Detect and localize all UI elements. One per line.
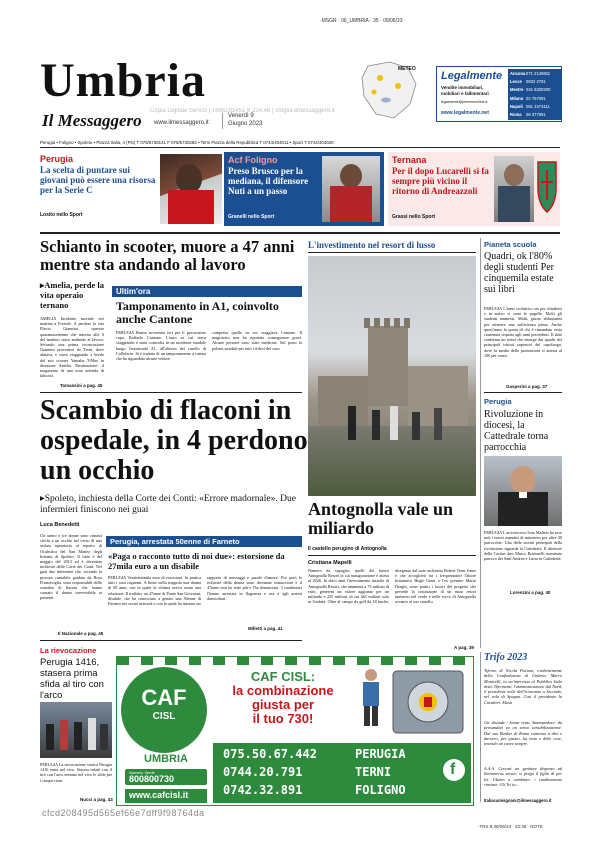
- legalmente-tagline-1: Vendite immobiliari,: [441, 85, 484, 90]
- facebook-icon[interactable]: f: [443, 759, 465, 781]
- teaser-2-box[interactable]: [224, 152, 384, 226]
- caf-line-2: giusta per: [251, 697, 315, 712]
- caf-logo-bottom: UMBRIA: [144, 753, 188, 765]
- farneto-label: Perugia, arrestata 50enne di Farneto: [110, 537, 240, 546]
- ultimora-banner: [112, 286, 302, 297]
- ultimora-body-1: PERUGIA Brutta avventura ieri per il procuratore capo, Raffaele Cantone. L'auto su cui stava viaggiando è stata coinvolta in un incidente stradale lungo l'autostrada A1, all'altezza del casello di Colleferro. Si è trattato di un tamponamento a catena che ha riguardato alcune vetture,: [116, 330, 206, 362]
- resort-credit: A pag. 39: [454, 645, 474, 650]
- trifo-divider: [480, 652, 481, 802]
- caf-line-3: il tuo 730!: [252, 711, 314, 726]
- scooter-credit: Tomassini a pag. 45: [60, 383, 103, 388]
- legalmente-brand: Legalmente: [441, 70, 503, 82]
- teaser-3-credit: Grassi nello Sport: [392, 214, 436, 220]
- trifo-logo: Trifo 2023: [484, 652, 528, 663]
- legalmente-phone-city: Ancona: [510, 71, 526, 76]
- caf-phone-city: PERUGIA: [355, 747, 406, 761]
- masthead-brand: Il Messaggero: [42, 111, 142, 130]
- parrocchia-photo: [484, 456, 562, 526]
- legalmente-phone-city: Roma: [510, 112, 522, 117]
- caf-title: CAF CISL:: [250, 669, 316, 684]
- ultimora-headline[interactable]: Tamponamento in A1, coinvolto anche Cantone: [116, 299, 279, 326]
- flaconi-credit: Il Nazionale a pag. 45: [58, 631, 104, 636]
- flaconi-headline[interactable]: Scambio di flaconi in ospedale, in 4 perdono un occhio: [40, 395, 308, 486]
- ternana-crest-icon: [536, 158, 558, 218]
- legalmente-phone-row: [510, 104, 559, 109]
- legalmente-phone-number[interactable]: 071 2149811: [526, 71, 551, 76]
- scuola-kicker: Pianeta scuola: [484, 240, 537, 249]
- scuola-headline[interactable]: Quadri, ok l'80% degli studenti Per cinquemila estate sui libri: [484, 251, 554, 295]
- date-day: Venerdì 9: [228, 113, 254, 119]
- legalmente-phone-number[interactable]: 081 2473111: [526, 103, 550, 109]
- flaconi-author: Luca Benedetti: [40, 522, 80, 528]
- teaser-3-title: Per il dopo Lucarelli si fa sempre più vicino il ritorno di Andreazzoli: [392, 166, 489, 196]
- weather-map: [350, 56, 430, 126]
- caf-cisl-ad[interactable]: [116, 656, 474, 806]
- rievocazione-photo: [40, 702, 112, 758]
- legalmente-phone-city: Mestre: [510, 87, 524, 93]
- masthead-divider: [222, 113, 223, 129]
- caf-green-value: 800800730: [129, 774, 175, 784]
- sun-icon: [377, 75, 383, 81]
- teaser-1-photo: [160, 154, 222, 224]
- resort-caption: Il castello perugino di Antognolla: [308, 546, 387, 552]
- sport-teasers: [40, 152, 560, 228]
- meteo-label: METEO: [398, 66, 416, 72]
- rule-ultimora: [40, 392, 302, 393]
- caf-phone-row: [223, 783, 437, 797]
- legalmente-phone-number[interactable]: 041 5320200: [526, 87, 551, 93]
- website[interactable]: www.ilmessaggero.it: [154, 120, 209, 126]
- farneto-headline[interactable]: «Paga o racconto tutto di noi due»: estorsione da 27mila euro a un disabile: [108, 551, 285, 571]
- masthead-title: Umbria: [40, 54, 206, 107]
- print-mark-top: ·MSGR · 06_UMBRIA · 35 · 09/06/23 ·: [320, 18, 406, 24]
- caf-phone-row: [223, 765, 437, 779]
- caf-person-icon: [357, 667, 385, 727]
- legalmente-phone-row: [510, 71, 559, 76]
- farneto-credit: Milletti a pag. 41: [248, 626, 283, 631]
- trifo-letter-3: A.A.A. Cercasi un genitore disposto ad Ibermarcos stesso: si prega il figlio di per lei. Ultimo a cambiare: i cambiamento rinviate. Gli Tri in...: [484, 766, 562, 787]
- caf-site-box[interactable]: [125, 789, 207, 803]
- ultimora-body-2: compresa quella su cui viaggiava Cantone. Il magistrato non ha riportato conseguenze gravi. Alcune persone sono state medicate. Sul posto la polizia stradale per tutti i rilievi del caso.: [212, 330, 302, 351]
- rule-resort: [308, 252, 476, 253]
- teaser-2-photo: [322, 156, 380, 222]
- legalmente-phone-city: Napoli: [510, 103, 523, 109]
- resort-body: Numero da capogiro, quelli del futuro Antognolla Resort la cui inaugurazione è attesa al 2026. In dieci anni l'investimento iniziale di Antognolla Resort, che ammonta a 73 milioni di euro, genererà un valore aggiunto per un miliardo e 225 milioni, di cui 461 milioni solo in Umbria. Oltre al campo da golf da 18 buche, disegnato dal noto architetto Robert Trent Jones e che accoglierà tra i frequentatori l'attore britannico Hugh Grant e l'ex premier Mario Draghi, sono partiti i lavori del progetto che prevede la costruzione di un maxi resort immerso nel verde e nelle rocce di Antognolla accanto al suo castello.: [308, 568, 476, 605]
- legalmente-tagline-2: mobiliari e fallimentari: [441, 91, 489, 96]
- caf-green-label: Numero Verde: [129, 770, 155, 775]
- trifo-signoff[interactable]: Italiacamisgnani@ilmessaggero.it: [484, 798, 552, 803]
- legalmente-phone-number[interactable]: 0832 2781: [526, 79, 546, 85]
- rievocazione-kicker: La rievocazione: [40, 646, 97, 655]
- trifo-letter-1: Tiferno di Nicola Pacioni, evidentemente della Confindustria di Umbria, Marco Monicelli, in un'intervista al Pubblico Italo detto Tifermenti, l'amministrazione dal Nord, il presidente nelle dell'economia a Secondo, nel volo di Spagna. Così il presidente la Cavalieri. Musa: [484, 668, 562, 705]
- scooter-body: AMELIA Incidente mortale ieri mattina a Fornole. A perdere la vita Flavio Giannini, operaio quarantasettenne che intorno alle 6 del mattino stava andando al lavoro. Secondo una prima ricostruzione Giannini proveniva da Terni, dove abitava, e stava viaggiando a bordo del suo scooter Yamaha T-Max in direzione Amelia. Destinazione: il magazzino di una nota azienda di latticini.: [40, 316, 104, 379]
- farneto-banner: [106, 536, 302, 547]
- right-column-divider: [480, 238, 481, 648]
- caf-site: www.cafcisl.it: [129, 790, 189, 800]
- scooter-headline[interactable]: Schianto in scooter, muore a 47 anni mentre sta andando al lavoro: [40, 237, 295, 274]
- caf-phone-city: FOLIGNO: [355, 783, 406, 797]
- parrocchia-body: PERUGIA L'arcivescovo Ivan Maffeis ha reso noti i nuovi mandati di ministero per oltre 40 parrocchie. Una delle novità principali della rivoluzione riguarda la Cattedrale. Il direttore della Caritas don Marco Briziarelli nominato parroco dei Sant'Andrea e Lucia in Cattedrale.: [484, 530, 562, 562]
- resort-headline[interactable]: Antognolla vale un miliardo: [308, 499, 454, 538]
- caf-logo-mid: CISL: [152, 711, 176, 722]
- caf-phone-number[interactable]: 0744.20.791: [223, 765, 303, 779]
- scooter-subhead: ▸Amelia, perde la vita operaio ternano: [40, 280, 104, 310]
- farneto-body-1: PERUGIA Ventisettemila euro di estorsioni. In pratica tutti i suoi risparmi. A finire nella trappola una donna di 50 anni, con la quale la vittima aveva avuto una relazione. Il truffato, un 47enne di Ponte San Giovanni, disabile, che ha conosciuto a genaio una 50enne di Farneto nei social network e con la quale ha iniziato un: [108, 575, 201, 607]
- teaser-2-title: Preso Brusco per la mediana, il difensore Nuti a un passo: [228, 166, 309, 196]
- caf-phone-number[interactable]: 0742.32.891: [223, 783, 303, 797]
- flaconi-body: Un uomo e tre donne sono rimasti ciechi a un occhio nel corso di una seduta operatoria al reparto di Oculistica del San Matteo degli Infermi di Spoleto. Il fatto è del maggio del 2013 ed è diventato inchiesta della Corte dei Conti. Nei guai due infermieri che, secondo la procura contabile guidata da Rosa Francaviglia, sono responsabili dello scambio di flaconi che hanno causato il danno irreversibile ai pazienti.: [40, 533, 102, 601]
- caf-line-1: la combinazione: [232, 683, 334, 698]
- rule-offices: [40, 147, 560, 148]
- teaser-3-photo: [494, 156, 534, 222]
- legalmente-phone-number[interactable]: 02 757091: [526, 95, 546, 101]
- ultimora-label: Ultim'ora: [116, 287, 151, 296]
- print-mark-bottom: ·TRS 8:36/06/23 · 22:38 · NOTE: [478, 824, 543, 829]
- caf-phone-number[interactable]: 075.50.67.442: [223, 747, 317, 761]
- barcode-hash: cfcd208495d565ef66e7dff9f98764da: [42, 808, 205, 818]
- flaconi-subhead: ▸Spoleto, inchiesta della Corte dei Conti: «Errore madornale». Due infermieri finiscono nei guai: [40, 494, 296, 515]
- rievocazione-headline[interactable]: Perugia 1416, stasera prima sfida al tiro con l'arco: [40, 657, 104, 701]
- legalmente-phone-list: [508, 69, 561, 120]
- caf-logo: [121, 667, 207, 753]
- caf-phone-panel: [213, 743, 471, 803]
- legalmente-phone-row: [510, 96, 559, 101]
- parrocchia-kicker: Perugia: [484, 397, 512, 406]
- caf-logo-top: CAF: [141, 685, 187, 710]
- trifo-letter-2: Gir disonde / Senza venti, Sammpodore: da pensandati va un senso sensibilizzazione. Dal suo Bunker di Roma continua a dire e davvero, per questo, ha visto e delle cose, tenendo un cuore sempre.: [484, 720, 562, 747]
- teaser-1-credit: Losito nello Sport: [40, 212, 83, 218]
- caf-stripes: [117, 657, 474, 665]
- resort-kicker: L'investimento nel resort di lusso: [308, 240, 436, 250]
- scuola-credit: Gasperini a pag. 37: [506, 384, 548, 389]
- legalmente-ad[interactable]: [436, 66, 562, 122]
- legalmente-email: legalmente@piemmeonline.it: [441, 100, 488, 104]
- offices-line: Perugia • Foligno • Spoleto • Piazza Italia, 4 (PG) T 075/5736141 F 075/5730282 • Terni Piazza della Repubblica T 0744/404011 • Sport T 0744/404020: [40, 140, 334, 145]
- legalmente-phone-row: [510, 87, 559, 92]
- teaser-2-kicker: Acf Foligno: [228, 155, 278, 165]
- caf-green-number[interactable]: [125, 769, 207, 785]
- legalmente-phone-row: [510, 79, 559, 84]
- legalmente-web: www.legalmente.net: [441, 110, 489, 116]
- legalmente-phone-number[interactable]: 06 377081: [526, 112, 546, 117]
- date-month: Giugno 2023: [228, 121, 263, 127]
- parrocchia-headline[interactable]: Rivoluzione in diocesi, la Cattedrale torna parrocchia: [484, 409, 549, 453]
- teaser-2-credit: Granelli nello Sport: [228, 214, 275, 220]
- legalmente-phone-city: Lecce: [510, 79, 522, 85]
- caf-safe-icon: [387, 667, 469, 737]
- caf-phone-row: [223, 747, 437, 761]
- resort-author: Cristiana Mapelli: [308, 560, 352, 566]
- caf-phone-city: TERNI: [355, 765, 392, 779]
- teaser-1-kicker: Perugia: [40, 154, 74, 164]
- rule-resort-caption: [308, 555, 476, 556]
- teaser-3-box[interactable]: [388, 152, 560, 226]
- legalmente-phone-row: [510, 112, 559, 117]
- rievocazione-credit: Nucci a pag. 43: [80, 797, 113, 802]
- rievocazione-body: PERUGIA La rievocazione storica Perugia 1416 entra nel vivo. Stasera infatti con il tiro con l'arco entrano nel vivo le sfide per i cinque rioni.: [40, 762, 112, 783]
- parrocchia-credit: Lorenzini a pag. 40: [510, 590, 551, 595]
- rule-farneto: [40, 640, 302, 641]
- digital-watermark: Copia Digitale Servizi | 1686291451 8 224.48 | sfoglia.ilmessaggero.it: [150, 108, 335, 114]
- rule-scuola: [484, 392, 562, 393]
- castle-photo: [308, 256, 476, 496]
- teaser-1-title[interactable]: La scelta di puntare sui giovani può essere una risorsa per la Serie C: [40, 165, 156, 195]
- rule-teasers: [40, 232, 560, 234]
- farneto-body-2: rapporto di messaggi e parole d'amore. Poi però le richieste della donna sono diventate minacciose e il 47enne non ha retto più e l'ha denunciata. 3 carabinieri l'hanno arrestata in flagranza e ora è agli arresti domiciliari.: [207, 575, 302, 601]
- scuola-body: PERUGIA L'anno scolastico sta per chiudersi e in arrivo ci sono le pagelle. Molti gli studenti ammessi. Molti, giusto abbastanza per ottenere una sufficienza piena. Anche quest'anno la quota di chi è rimandato resta contenuta rispetto agli anni precedenti. Il dato conferma un trend che emerge dai quadri dei principali istituti superiori del capoluogo, dove la media delle promozioni si attesta al 100 per cento.: [484, 306, 562, 358]
- teaser-3-kicker: Ternana: [392, 155, 427, 165]
- legalmente-phone-city: Milano: [510, 95, 524, 101]
